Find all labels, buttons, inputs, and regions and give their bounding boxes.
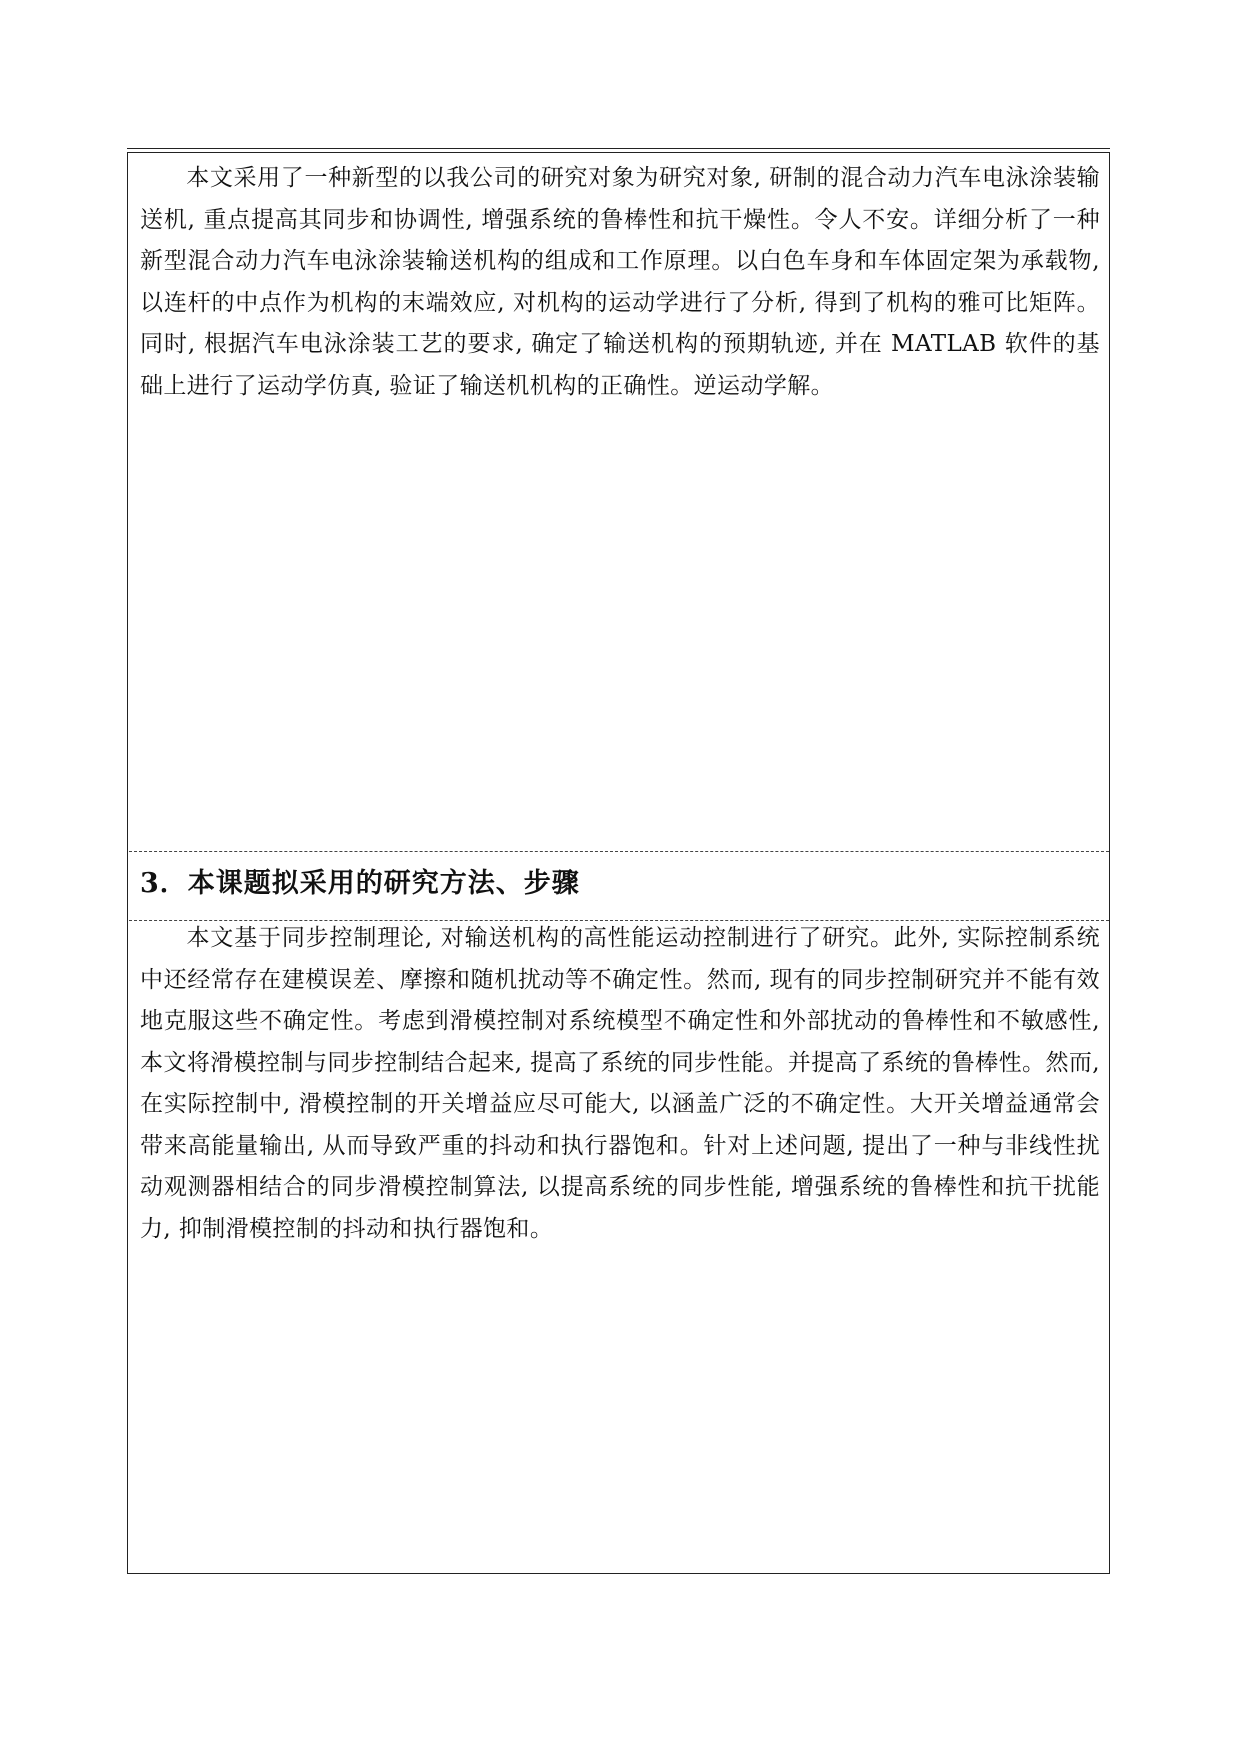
research-method-paragraph: [140, 918, 1100, 1250]
paragraph-text: 本文基于同步控制理论, 对输送机构的高性能运动控制进行了研究。此外, 实际控制系统中还经常存在建模误差、摩擦和随机扰动等不确定性。然而, 现有的同步控制研究并不能有效地克服这些不确定性。考虑到滑模控制对系统模型不确定性和外部扰动的鲁棒性和不敏感性, 本文将滑模控制与同步控制结合起来, 提高了系统的同步性能。并提高了系统的鲁棒性。然而, 在实际控制中, 滑模控制的开关增益应尽可能大, 以涵盖广泛的不确定性。大开关增益通常会带来高能量输出, 从而导致严重的抖动和执行器饱和。针对上述问题, 提出了一种与非线性扰动观测器相结合的同步滑模控制算法, 以提高系统的同步性能, 增强系统的鲁棒性和抗干扰能力, 抑制滑模控制的抖动和执行器饱和。: [140, 925, 1100, 1242]
paragraph-text: 本文采用了一种新型的以我公司的研究对象为研究对象, 研制的混合动力汽车电泳涂装输送机, 重点提高其同步和协调性, 增强系统的鲁棒性和抗干燥性。令人不安。详细分析了一种新型混合动力汽车电泳涂装输送机构的组成和工作原理。以白色车身和车体固定架为承载物, 以连杆的中点作为机构的末端效应, 对机构的运动学进行了分析, 得到了机构的雅可比矩阵。同时, 根据汽车电泳涂装工艺的要求, 确定了输送机构的预期轨迹, 并在 MATLAB 软件的基础上进行了运动学仿真, 验证了输送机机构的正确性。逆运动学解。: [140, 165, 1100, 399]
research-content-paragraph: [140, 158, 1100, 407]
table-top-border: [127, 148, 1110, 149]
dashed-divider: [129, 851, 1109, 852]
section-heading: 3．本课题拟采用的研究方法、步骤: [140, 868, 580, 899]
